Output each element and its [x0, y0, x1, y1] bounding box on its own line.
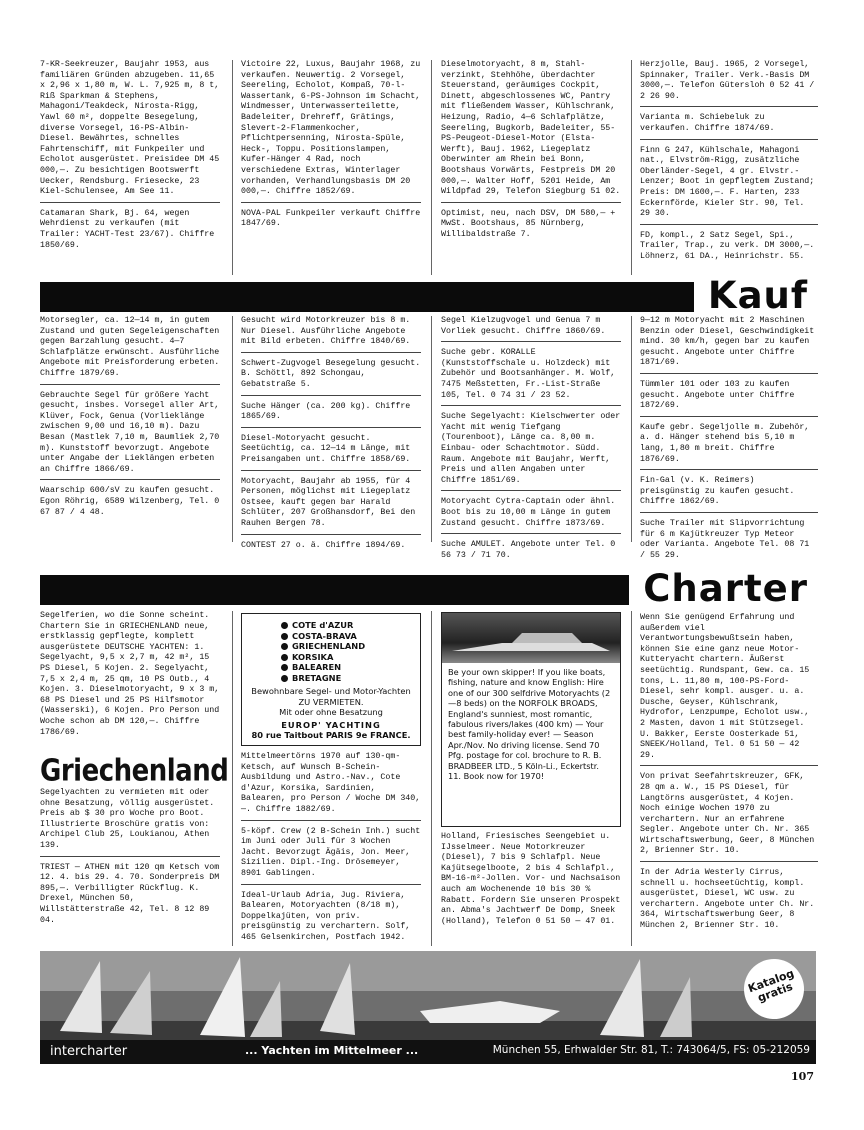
column-divider [631, 60, 632, 275]
classified-ad: Motorsegler, ca. 12—14 m, in gutem Zustand und guten Segeleigenschaften gegen Barzahlung gesucht. 4—7 Schlafplätze erwünscht. Ausführliche Angebote mit Preisforderung erbeten. Chiffre 1879/69. [40, 316, 220, 385]
classified-ad: Optimist, neu, nach DSV, DM 580,— + MwSt. Bootshaus, 85 Nürnberg, Willibaldstraße 7. [441, 208, 616, 239]
motorboat-illustration [442, 613, 620, 663]
classified-ad: Suche Segelyacht: Kielschwerter oder Yacht mit wenig Tiefgang (Tourenboot), Länge ca. 8,00 m. Einbau- oder Schachtmotor. Südd. Raum. Angebote mit Baujahr, Werft, Preis und allen Angaben unter Chiffre 1851/69. [441, 412, 621, 491]
top-column-1 [40, 60, 220, 261]
classified-ad: In der Adria Westerly Cirrus, schnell u. hochseetüchtig, kompl. ausgerüstet, Diesel, WC usw. zu verchartern. Angebote unter Ch. Nr. 364, Wirtschaftswerbung Geer, 8 München 2, Brienner Str. 10. [640, 868, 815, 931]
catalog-badge: Katalog gratis [736, 951, 813, 1027]
europ-address: 80 rue Taitbout PARIS 9e FRANCE. [251, 730, 411, 740]
classified-ad: Wenn Sie genügend Erfahrung und außerdem viel Verantwortungsbewußtsein haben, können Sie eine ganz neue Motor-Kutteryacht chartern. Äußerst seetüchtig. Rundspant, Gew. ca. 15 tons, L. 11,80 m, 100-PS-Ford-Diesel, sehr kompl. ausger. u. a. Dusche, Geyser, Kühlschrank, Hydrofor, Lenzpumpe, Echolot usw., 2 Masten, davon 1 mit Stützsegel. U. Bakker, Eerste Oosterkade 51, SNEEK/Holland, Tel. 0 51 50 — 42 29. [640, 613, 818, 766]
section-band-kauf [40, 274, 816, 317]
classified-ad: Suche Trailer mit Slipvorrichtung für 6 m Kajütkreuzer Typ Meteor oder Varianta. Angebote Tel. 08 71 / 55 29. [640, 518, 810, 560]
classified-ad: 5-köpf. Crew (2 B-Schein Inh.) sucht im Juni oder Juli für 3 Wochen Jacht. Bevorzugt Ägäis, Jon. Meer, Sizilien. Dipl.-Ing. Drösemeyer, 8901 Gablingen. [241, 827, 421, 885]
griechenland-headline: Griechenland [40, 753, 229, 789]
classified-ad: Waarschip 600/sV zu kaufen gesucht. Egon Röhrig, 6589 Wilzenberg, Tel. 0 67 87 / 4 48. [40, 486, 220, 517]
classified-ad: Victoire 22, Luxus, Baujahr 1968, zu verkaufen. Neuwertig. 2 Vorsegel, Seereling, Echolot, Kompaß, 70-l-Wassertank, 6-PS-Johnson im Schacht, Windmesser, Unterwasserteilette, Badeleiter, Drehreff, Grätings, Slevert-2-Flammenkocher, Pflichtpersenning, Nirosta-Spüle, Heck-, Toppu. Positionslampen, Kufer-Hänger 4 Rad, noch verschiedene Extras, Winterlager vorhanden, Verhandlungsbasis DM 20 000,—. Chiffre 1852/69. [241, 60, 421, 203]
top-column-4 [640, 60, 818, 273]
column-divider [431, 60, 432, 275]
classified-ad: NOVA-PAL Funkpeiler verkauft Chiffre 1847/69. [241, 208, 421, 229]
classified-ad: Von privat Seefahrtskreuzer, GFK, 28 qm a. W., 15 PS Diesel, für Langtörns ausgerüstet, 4 Kojen. Noch einige Wochen 1970 zu verchartern. Nur an erfahrene Segler. Angebote unter Ch. Nr. 365 Wirtschaftswerbung, Geer, 8 München 2, Brienner Str. 10. [640, 772, 818, 862]
classified-ad: CONTEST 27 o. ä. Chiffre 1894/69. [241, 540, 406, 550]
destination-item: KORSIKA [280, 652, 412, 663]
boat-photo [442, 613, 620, 663]
classified-ad: Kaufe gebr. Segeljolle m. Zubehör, a. d. Hänger stehend bis 5,10 m lang, 1,80 m breit. Chiffre 1876/69. [640, 423, 818, 470]
classified-ad: Dieselmotoryacht, 8 m, Stahl-verzinkt, Stehhöhe, überdachter Steuerstand, geräumiges Cockpit, Dinett, abgeschlossenes WC, Pantry mit fließendem Wasser, Kühlschrank, Heizung, Radio, 4—6 Schlafplätze, Seereling, Bugkorb, Badeleiter, 55-PS-Peugeot-Diesel-Motor (Elsta-Werft), Bauj. 1962, Liegeplatz Oberwinter am Rhein bei Bonn, Bootshaus Vorwärts, Festpreis DM 20 000,—. Walter Hoff, 5201 Heide, Am Wildpfad 29, Telefon Siegburg 51 02. [441, 60, 621, 203]
column-divider [631, 316, 632, 542]
classified-ad: Motoryacht Cytra-Captain oder ähnl. Boot bis zu 10,00 m Länge in gutem Zustand gesucht. Chiffre 1873/69. [441, 497, 621, 534]
bradbeer-ad [441, 612, 621, 827]
classified-ad: Varianta m. Schiebeluk zu verkaufen. Chiffre 1874/69. [640, 113, 818, 139]
section-title-charter: Charter [629, 569, 816, 611]
classified-ad: Gesucht wird Motorkreuzer bis 8 m. Nur Diesel. Ausführliche Angebote mit Bild erbeten. Chiffre 1840/69. [241, 316, 421, 353]
europ-text: Bewohnbare Segel- und Motor-Yachten ZU VERMIETEN. [251, 686, 411, 707]
column-divider [431, 316, 432, 542]
page-number: 107 [791, 1070, 814, 1083]
intercharter-banner [40, 951, 816, 1064]
destination-list [280, 620, 412, 683]
destination-item: COTE d'AZUR [280, 620, 412, 631]
classified-ad: Segel Kielzugvogel und Genua 7 m Vorliek gesucht. Chiffre 1860/69. [441, 316, 621, 342]
column-divider [232, 316, 233, 542]
kauf-column-1 [40, 316, 220, 528]
classified-ad: Fin-Gal (v. K. Reimers) preisgünstig zu kaufen gesucht. Chiffre 1862/69. [640, 476, 818, 513]
charter-column-3 [441, 832, 621, 937]
classified-ad: Segelyachten zu vermieten mit oder ohne Besatzung, völlig ausgerüstet. Preis ab $ 30 pro Woche pro Boot. Illustrierte Broschüre gratis von: Archipel Club 25, Loukianou, Athen 139. [40, 788, 220, 857]
classified-ad: Motoryacht, Baujahr ab 1955, für 4 Personen, möglichst mit Liegeplatz Ostsee, kauft gegen bar Harald Schlüter, 207 Großhansdorf, Bei den Rauhen Bergen 78. [241, 477, 421, 535]
classified-ad: FD, kompl., 2 Satz Segel, Spi., Trailer, Trap., zu verk. DM 3000,—. Löhnerz, 61 DA., Heinrichstr. 55. [640, 230, 815, 261]
banner-address: München 55, Erhwalder Str. 81, T.: 743064/5, FS: 05-212059 [492, 1044, 810, 1056]
classified-ad: TRIEST — ATHEN mit 120 qm Ketsch vom 12. 4. bis 29. 4. 70. Sonderpreis DM 895,—. Verbilligter Rückflug. K. Drexel, München 50, Willstätterstraße 42, Tel. 8 12 89 04. [40, 862, 220, 925]
destination-item: COSTA-BRAVA [280, 631, 412, 642]
charter-column-2 [241, 752, 421, 954]
classified-ad: Suche AMULET. Angebote unter Tel. 0 56 73 / 71 70. [441, 540, 616, 560]
charter-column-4 [640, 613, 818, 942]
column-divider [431, 611, 432, 946]
classified-ad: Suche gebr. KORALLE (Kunststoffschale u. Holzdeck) mit Zubehör und Bootsanhänger. M. Wolf, 7475 Meßstetten, Fr.-List-Straße 105, Tel. 0 74 31 / 23 52. [441, 348, 621, 406]
top-column-2 [241, 60, 421, 240]
classified-ad: Tümmler 101 oder 103 zu kaufen gesucht. Angebote unter Chiffre 1872/69. [640, 380, 818, 417]
classified-ad: Finn G 247, Kühlschale, Mahagoni nat., Elvström-Rigg, zusätzliche Oberländer-Segel, 4 gr. Elvstr.-Lenzer; Boot in gepflegtem Zustand; Preis: DM 1600,—. F. Harten, 233 Eckernförde, Kieler Str. 90, Tel. 29 30. [640, 146, 818, 225]
brand-name: intercharter [50, 1044, 128, 1059]
griechenland-ad [40, 788, 220, 936]
classified-ad: 7-KR-Seekreuzer, Baujahr 1953, aus familiären Gründen abzugeben. 11,65 x 2,96 x 1,80 m, W. L. 7,925 m, 8 t, Riß Sparkman & Stephens, Mahagoni/Teakdeck, Nirosta-Rigg, Yawl 60 m², doppelte Besegelung, diverse Vorsegel, 16-PS-Albin-Diesel. Bewährtes, schnelles Fahrtenschiff, mit Funkpeiler und Echolot ausgerüstet. Preisidee DM 45 000,—. Zu besichtigen Bootswerft Uecker, Rendsburg. Friesecke, 23 Kiel-Schulensee, Am See 11. [40, 60, 220, 203]
classified-ad: Herzjolle, Bauj. 1965, 2 Vorsegel, Spinnaker, Trailer. Verk.-Basis DM 3000,—. Telefon Gütersloh 0 52 41 / 2 26 90. [640, 60, 818, 107]
destination-item: BRETAGNE [280, 673, 412, 684]
europ-yachting-ad [241, 613, 421, 746]
kauf-column-4 [640, 316, 818, 571]
europ-text: Mit oder ohne Besatzung [279, 707, 383, 717]
classified-ad: Segelferien, wo die Sonne scheint. Chartern Sie in GRIECHENLAND neue, erstklassig gepflegte, komplett ausgerüstete DEUTSCHE YACHTEN: 1. Segelyacht, 9,5 x 2,7 m, 42 m², 15 PS Diesel, 5 Kojen. 2. Segelyacht, 7,5 x 2,4 m, 25 qm, 10 PS Outb., 4 Kojen. 3. Dieselmotoryacht, 9 x 3 m, 68 PS Diesel und 25 PS Hilfsmotor (Wasserski), 6 Kojen. Pro Person und Woche schon ab DM 120,—. Chiffre 1786/69. [40, 611, 220, 737]
destination-item: GRIECHENLAND [280, 641, 412, 652]
classified-ad: Holland, Friesisches Seengebiet u. IJsselmeer. Neue Motorkreuzer (Diesel), 7 bis 9 Schlafpl. Neue Kajütsegelboote, 2 bis 4 Schlafpl., BM-16-m²-Jollen. Vor- und Nachsaison auch am Wochenende 10 bis 30 % Rabatt. Fordern Sie unseren Prospekt an. Abma's Jachtwerf De Domp, Sneek (Holland), Telefon 0 51 50 — 47 01. [441, 832, 621, 926]
europ-brand: EUROP' YACHTING [281, 719, 381, 730]
top-column-3 [441, 60, 621, 251]
column-divider [232, 60, 233, 275]
column-divider [631, 611, 632, 946]
classified-ad: Mittelmeertörns 1970 auf 130-qm-Ketsch, auf Wunsch B-Schein-Ausbildung und Astro.-Nav., Cote d'Azur, Korsika, Sardinien, Balearen, pro Person / Woche DM 340,—. Chiffre 1882/69. [241, 752, 421, 821]
bradbeer-text: Be your own skipper! If you like boats, fishing, nature and know English: Hire one of our 300 selfdrive Motoryachts (2—8 beds) on the NORFOLK BROADS, England's sunniest, most romantic, fabulous rivers/lakes (400 km) — Your best family-holiday ever! — Season Apr./Nov. No driving license. Send 70 Pfg. postage for col. brochure to R. B. BRADBEER LTD., 5 Köln-Li., Eckertstr. 11. Book now for 1970! [448, 667, 611, 782]
section-band-charter [40, 567, 816, 610]
classified-ad: Gebrauchte Segel für größere Yacht gesucht, insbes. Vorsegel aller Art, Klüver, Fock, Genua (Vorlieklänge zwischen 9,00 und 16,10 m). Dazu Besan (Mastlek 7,10 m, Baumliek 2,70 m). Kunststoff bevorzugt. Angebote unter Angabe der Lieklängen erbeten an Chiffre 1866/69. [40, 391, 220, 481]
banner-slogan: ... Yachten im Mittelmeer ... [245, 1044, 419, 1057]
classified-ad: 9—12 m Motoryacht mit 2 Maschinen Benzin oder Diesel, Geschwindigkeit mind. 30 km/h, gegen bar zu kaufen gesucht. Angebote unter Chiffre 1871/69. [640, 316, 818, 374]
destination-item: BALEAREN [280, 662, 412, 673]
classified-ad: Ideal-Urlaub Adria, Jug. Riviera, Balearen, Motoryachten (8/18 m), Doppelkajüten, von priv. preisgünstig zu verchartern. Solf, 465 Gelsenkirchen, Postfach 1942. [241, 890, 411, 942]
kauf-column-3 [441, 316, 621, 571]
classified-ad: Catamaran Shark, Bj. 64, wegen Wehrdienst zu verkaufen (mit Trailer: YACHT-Test 23/67). Chiffre 1850/69. [40, 208, 215, 250]
classified-ad: Suche Hänger (ca. 200 kg). Chiffre 1865/69. [241, 402, 421, 428]
charter-column-1 [40, 611, 220, 748]
column-divider [232, 611, 233, 946]
section-title-kauf: Kauf [694, 276, 816, 318]
classified-ad: Diesel-Motoryacht gesucht. Seetüchtig, ca. 12—14 m Länge, mit Preisangaben unt. Chiffre 1858/69. [241, 434, 421, 471]
kauf-column-2 [241, 316, 421, 561]
classified-ad: Schwert-Zugvogel Besegelung gesucht. B. Schöttl, 892 Schongau, Gebatstraße 5. [241, 359, 421, 396]
banner-footer [40, 1040, 816, 1064]
